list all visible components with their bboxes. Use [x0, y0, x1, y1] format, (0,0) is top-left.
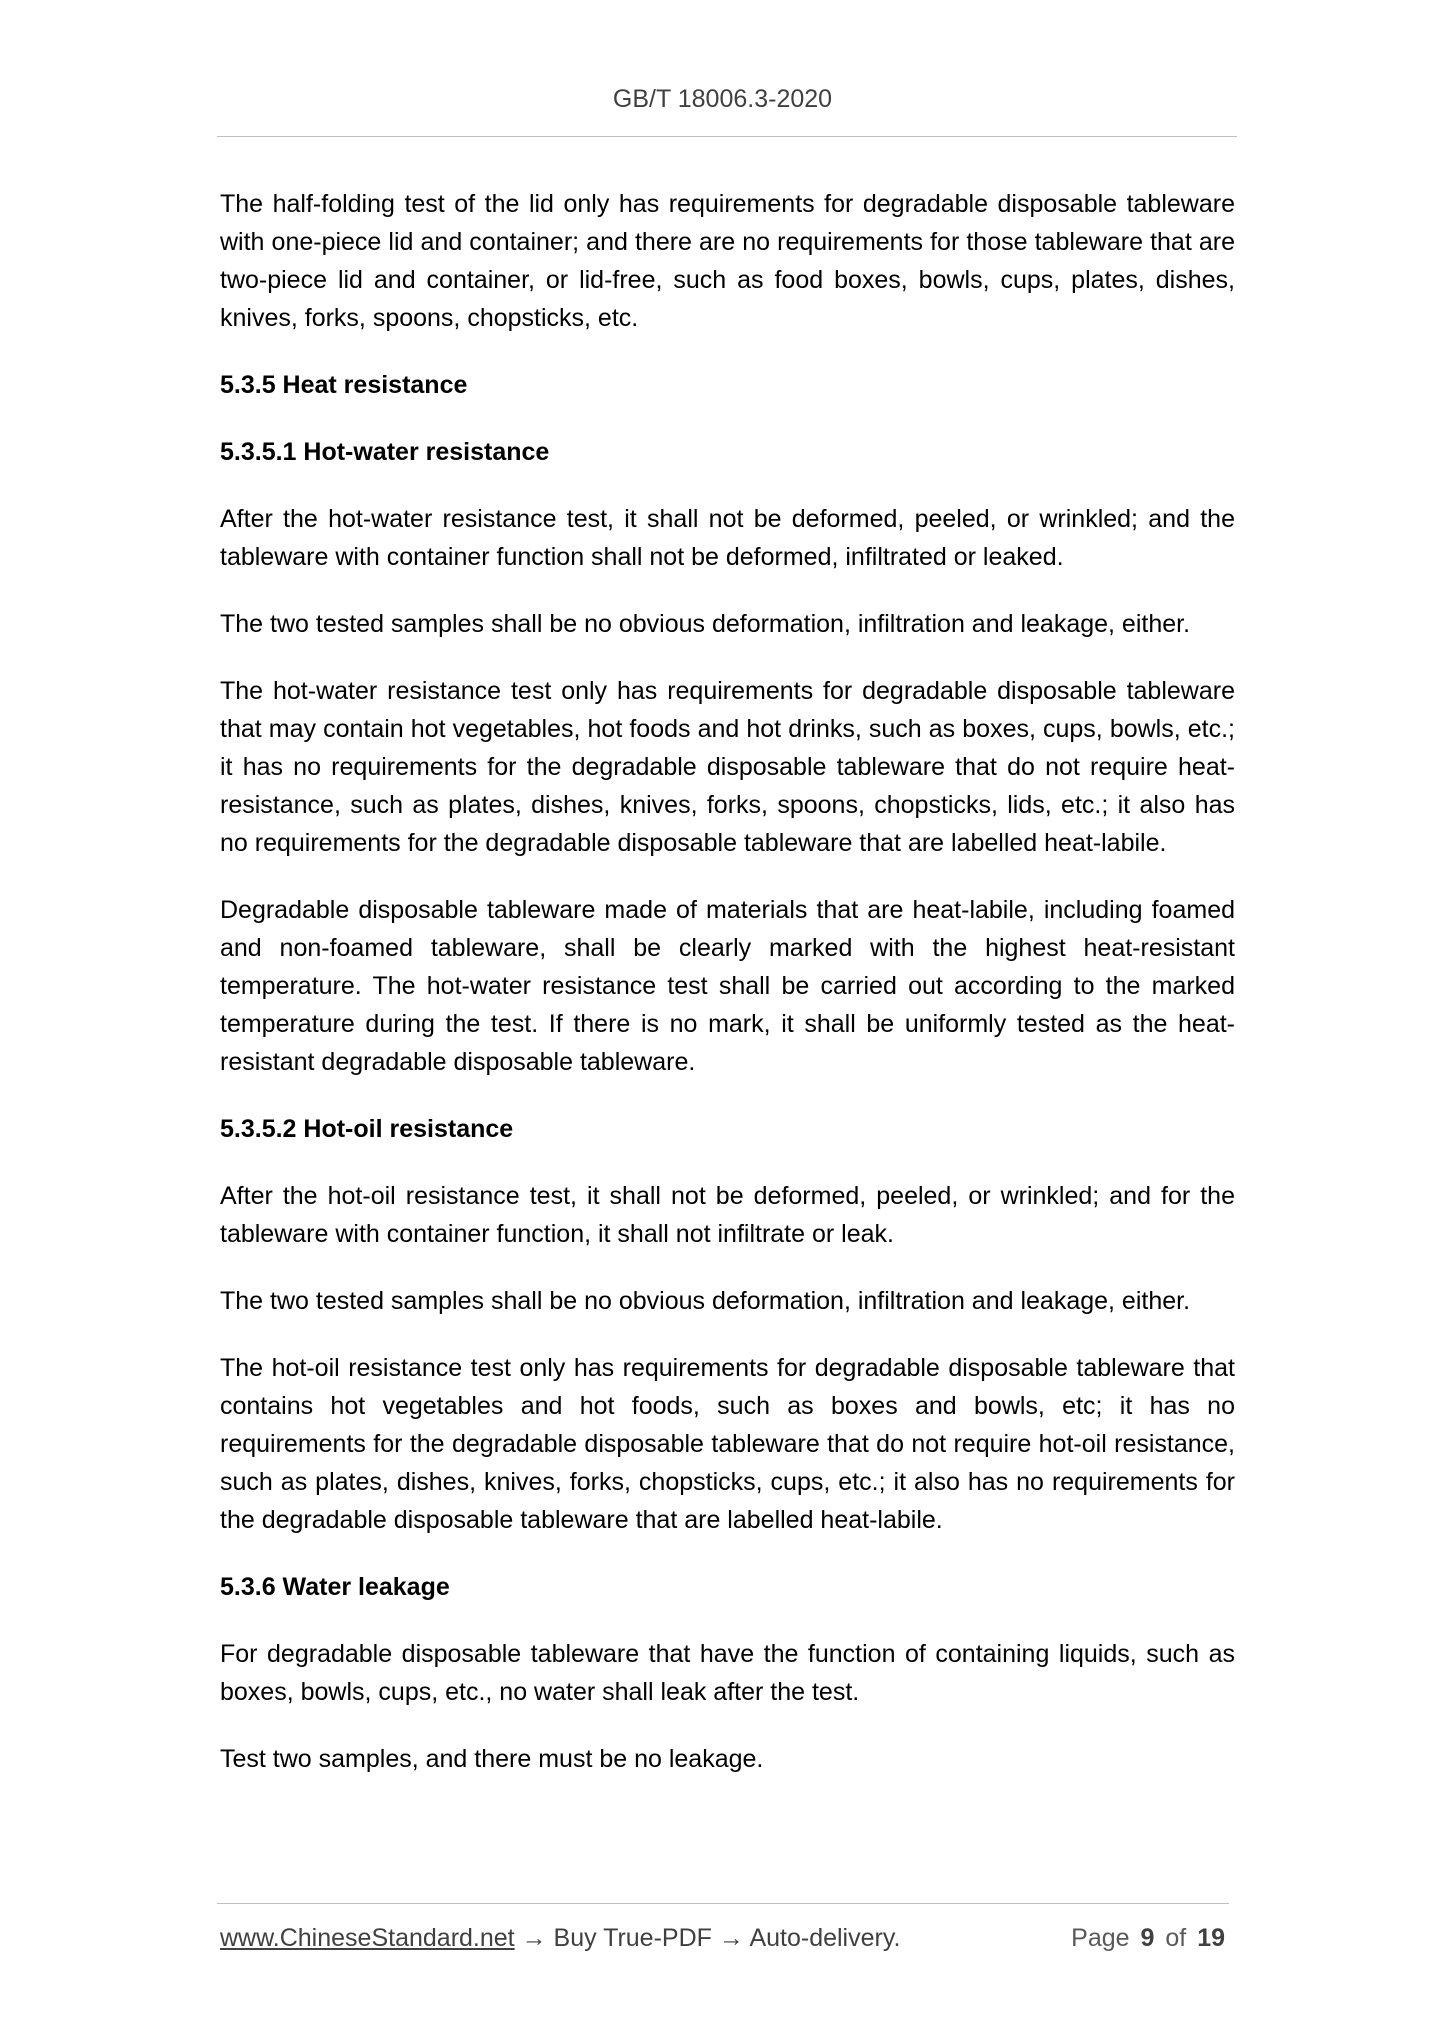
footer-promo	[220, 1922, 900, 1954]
arrow-icon: →	[718, 1924, 744, 1952]
paragraph: The hot-water resistance test only has requirements for degradable disposable tableware that may contain hot vegetables, hot foods and hot drinks, such as boxes, cups, bowls, etc.; it has no requirements for the degradable disposable tableware that do not require heat-resistance, such as plates, dishes, knives, forks, spoons, chopsticks, lids, etc.; it also has no requirements for the degradable disposable tableware that are labelled heat-labile.	[220, 677, 1235, 857]
of-label: of	[1165, 1924, 1187, 1952]
page-label: Page	[1071, 1924, 1130, 1952]
footer-divider	[217, 1903, 1229, 1904]
paragraph: After the hot-water resistance test, it shall not be deformed, peeled, or wrinkled; and the tableware with container function shall not be deformed, infiltrated or leaked.	[220, 505, 1235, 571]
paragraph: For degradable disposable tableware that have the function of containing liquids, such as boxes, bowls, cups, etc., no water shall leak after the test.	[220, 1640, 1235, 1706]
paragraph: After the hot-oil resistance test, it shall not be deformed, peeled, or wrinkled; and for the tableware with container function, it shall not infiltrate or leak.	[220, 1182, 1235, 1248]
total-pages: 19	[1197, 1924, 1225, 1952]
arrow-icon: →	[521, 1924, 547, 1952]
paragraph: The half-folding test of the lid only has requirements for degradable disposable tableware with one-piece lid and container; and there are no requirements for those tableware that are two-piece lid and container, or lid-free, such as food boxes, bowls, cups, plates, dishes, knives, forks, spoons, chopsticks, etc.	[220, 190, 1235, 332]
site-link[interactable]: www.ChineseStandard.net	[220, 1924, 515, 1952]
paragraph: The hot-oil resistance test only has requirements for degradable disposable tableware that contains hot vegetables and hot foods, such as boxes and bowls, etc; it has no requirements for the degradable disposable tableware that do not require hot-oil resistance, such as plates, dishes, knives, forks, chopsticks, cups, etc.; it also has no requirements for the degradable disposable tableware that are labelled heat-labile.	[220, 1354, 1235, 1534]
page-header: GB/T 18006.3-2020	[612, 85, 833, 113]
paragraph: The two tested samples shall be no obvious deformation, infiltration and leakage, either.	[220, 1287, 1191, 1315]
paragraph: The two tested samples shall be no obvious deformation, infiltration and leakage, either.	[220, 610, 1191, 638]
document-body	[220, 185, 1235, 1807]
header-divider	[217, 136, 1237, 137]
page-indicator	[1071, 1922, 1225, 1954]
paragraph: Test two samples, and there must be no leakage.	[220, 1745, 764, 1773]
page-number: 9	[1140, 1924, 1155, 1952]
subsection-heading: 5.3.5.1 Hot-water resistance	[220, 438, 550, 466]
delivery-text: Auto-delivery.	[749, 1924, 901, 1952]
subsection-heading: 5.3.5.2 Hot-oil resistance	[220, 1115, 514, 1143]
buy-text: Buy True-PDF	[553, 1924, 712, 1952]
paragraph: Degradable disposable tableware made of materials that are heat-labile, including foamed and non-foamed tableware, shall be clearly marked with the highest heat-resistant temperature. The hot-water resistance test shall be carried out according to the marked temperature during the test. If there is no mark, it shall be uniformly tested as the heat-resistant degradable disposable tableware.	[220, 896, 1235, 1076]
section-heading: 5.3.6 Water leakage	[220, 1573, 450, 1601]
section-heading: 5.3.5 Heat resistance	[220, 371, 468, 399]
